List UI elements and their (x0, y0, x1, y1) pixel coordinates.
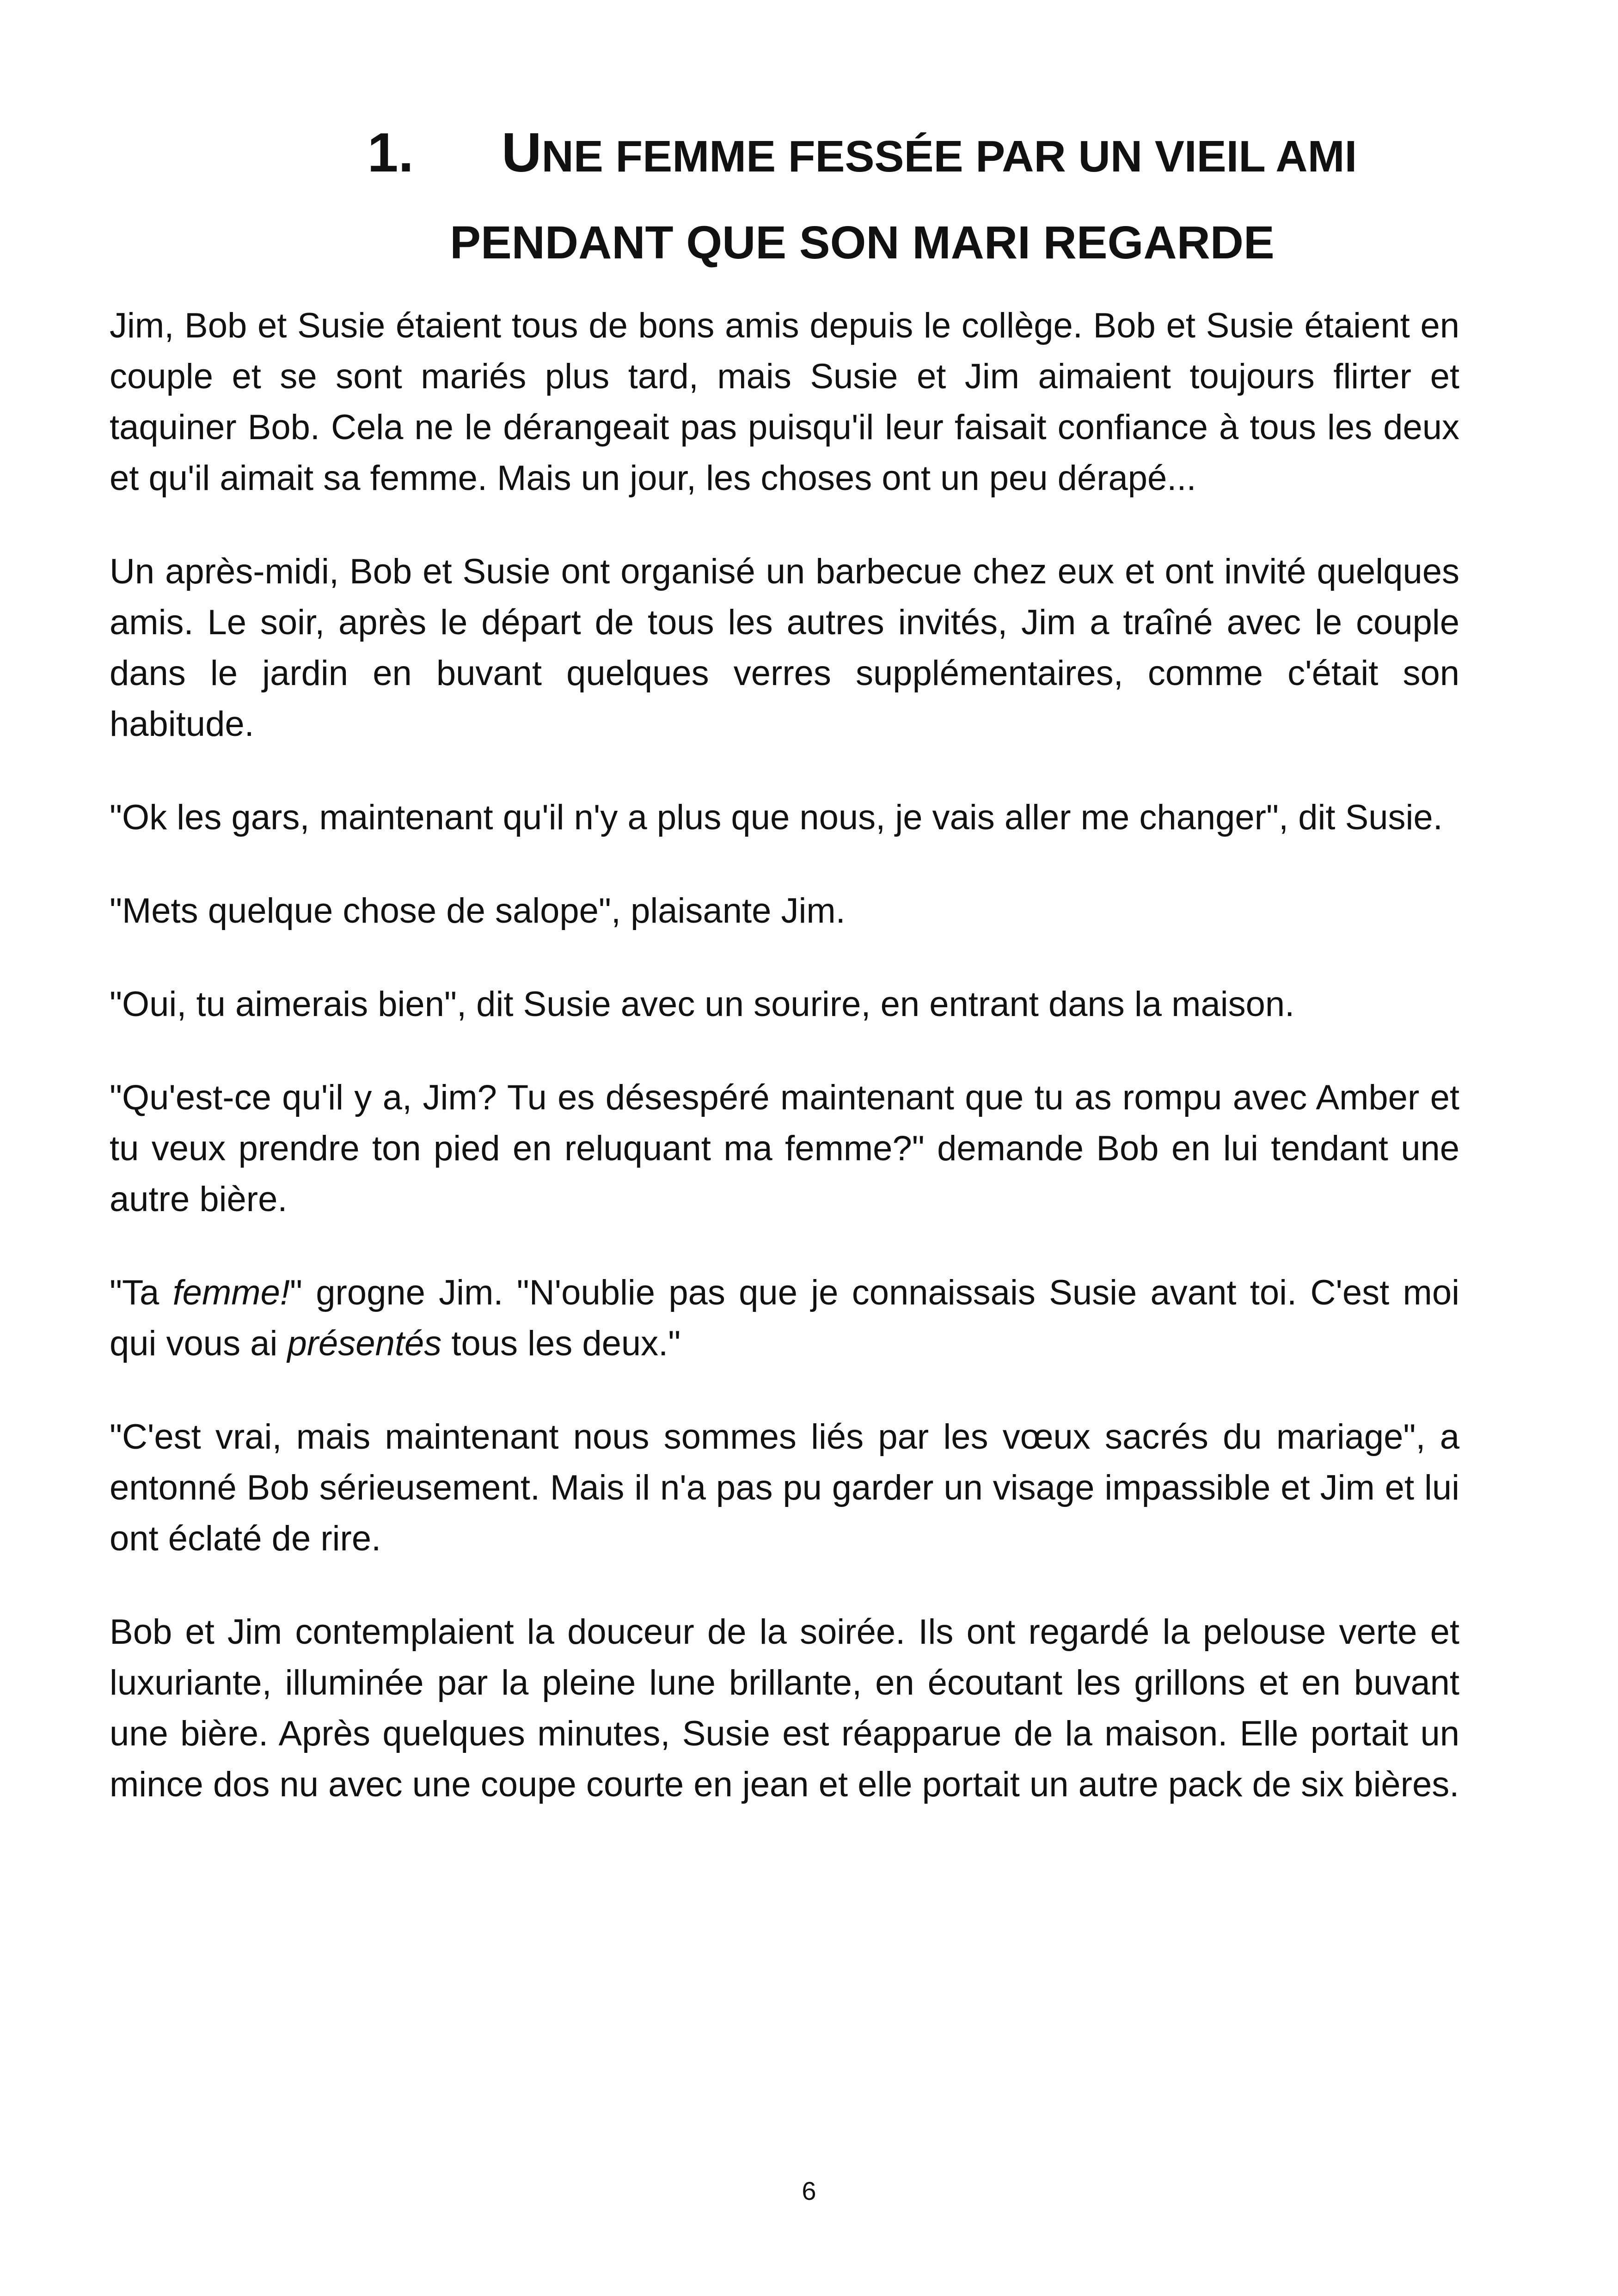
paragraph-7-part-a: "Ta (110, 1273, 173, 1312)
chapter-body (110, 300, 1459, 1853)
paragraph-7-part-b: " grogne Jim. "N'oublie pas que je connaissais Susie avant toi. C'est moi qui vous ai (110, 1273, 1459, 1363)
paragraph-7-emphasis-2: présentés (287, 1324, 442, 1363)
chapter-title-rest: NE FEMME FESSÉE PAR UN VIEIL AMI (541, 132, 1357, 181)
paragraph-3: "Ok les gars, maintenant qu'il n'y a plus que nous, je vais aller me changer", dit Susie. (110, 798, 1443, 837)
paragraph-4: "Mets quelque chose de salope", plaisante Jim. (110, 891, 846, 931)
paragraph-7 (110, 1267, 1459, 1369)
page-number: 6 (802, 2176, 816, 2205)
paragraph-6: "Qu'est-ce qu'il y a, Jim? Tu es désespéré maintenant que tu as rompu avec Amber et tu veux prendre ton pied en reluquant ma femme?" demande Bob en lui tendant une autre bière. (110, 1078, 1459, 1219)
paragraph-7-emphasis-1: femme! (172, 1273, 290, 1312)
chapter-title-initial: U (501, 122, 542, 184)
paragraph-5: "Oui, tu aimerais bien", dit Susie avec un sourire, en entrant dans la maison. (110, 985, 1295, 1024)
paragraph-8: "C'est vrai, mais maintenant nous sommes liés par les vœux sacrés du mariage", a entonné Bob sérieusement. Mais il n'a pas pu garder un visage impassible et Jim et lui ont éclaté de rire. (110, 1417, 1459, 1558)
chapter-title-line-2: PENDANT QUE SON MARI REGARDE (450, 217, 1275, 269)
paragraph-7-part-c: tous les deux." (441, 1324, 681, 1363)
paragraph-2: Un après-midi, Bob et Susie ont organisé un barbecue chez eux et ont invité quelques amis. Le soir, après le départ de tous les autres invités, Jim a traîné avec le couple dans le jardin en buvant quelques verres supplémentaires, comme c'était son habitude. (110, 552, 1459, 744)
chapter-number: 1. (367, 122, 414, 184)
paragraph-1: Jim, Bob et Susie étaient tous de bons amis depuis le collège. Bob et Susie étaient en couple et se sont mariés plus tard, mais Susie et Jim aimaient toujours flirter et taquiner Bob. Cela ne le dérangeait pas puisqu'il leur faisait confiance à tous les deux et qu'il aimait sa femme. Mais un jour, les choses ont un peu dérapé... (110, 306, 1459, 498)
paragraph-9: Bob et Jim contemplaient la douceur de la soirée. Ils ont regardé la pelouse verte et luxuriante, illuminée par la pleine lune brillante, en écoutant les grillons et en buvant une bière. Après quelques minutes, Susie est réapparue de la maison. Elle portait un mince dos nu avec une coupe courte en jean et elle portait un autre pack de six bières. (110, 1612, 1459, 1804)
chapter-title-line-1 (0, 118, 1618, 187)
